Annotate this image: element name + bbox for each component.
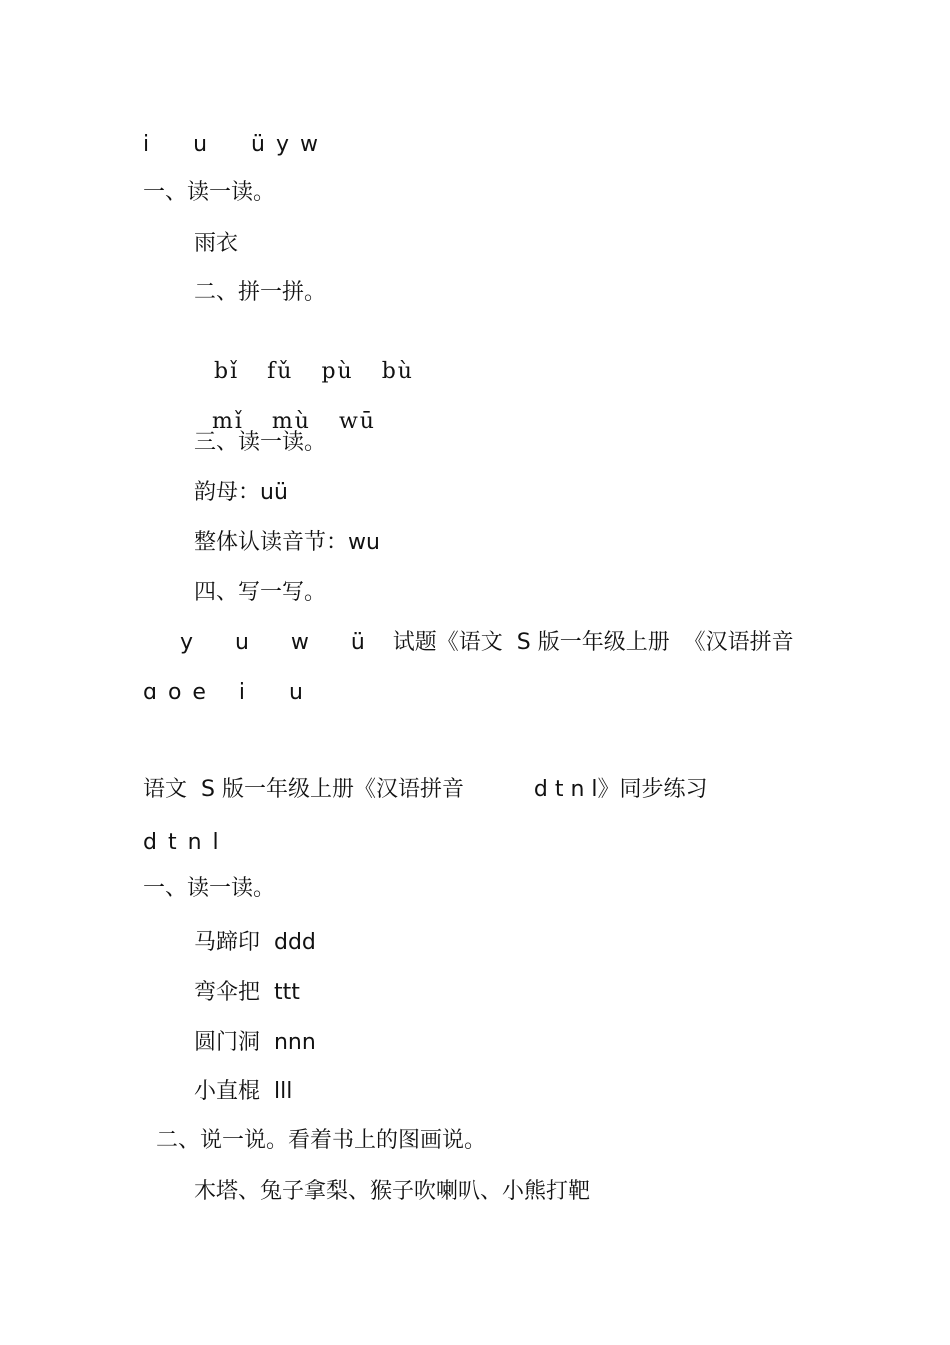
pinyin-syllable: bǐ xyxy=(214,359,240,384)
yunmu-line: 韵母：uü xyxy=(194,480,288,505)
doc2-section-title-read: 一、读一读。 xyxy=(143,876,276,901)
pinyin-syllable: mǐ xyxy=(212,409,244,434)
pinyin-syllable: wū xyxy=(338,409,376,434)
doc2-section-title-say: 二、说一说。看着书上的图画说。 xyxy=(156,1128,487,1153)
doc2-letters: d t n l xyxy=(143,830,219,855)
doc2-title: 语文 S 版一年级上册《汉语拼音 d t n l》同步练习 xyxy=(143,777,708,802)
pinyin-syllable: fǔ xyxy=(267,359,294,384)
pinyin-syllable: pù xyxy=(321,359,354,384)
pinyin-syllable: mù xyxy=(271,409,311,434)
doc2-say-content: 木塔、兔子拿梨、猴子吹喇叭、小熊打靶 xyxy=(194,1179,591,1204)
section-title-read: 一、读一读。 xyxy=(143,180,276,205)
section-title-spell: 二、拼一拼。 xyxy=(194,280,327,305)
section-title-write: 四、写一写。 xyxy=(194,580,327,605)
doc2-item: 马蹄印 ddd xyxy=(194,930,316,955)
doc2-item: 圆门洞 nnn xyxy=(194,1030,316,1055)
pinyin-row-1 xyxy=(196,330,442,386)
pinyin-syllable: bù xyxy=(381,359,414,384)
header-letters: i u ü y w xyxy=(143,132,318,157)
zhengti-line: 整体认读音节：wu xyxy=(194,530,380,555)
pinyin-row-2 xyxy=(194,380,404,436)
aoe-line: ɑ o e i u xyxy=(143,680,303,705)
doc2-item: 小直棍 lll xyxy=(194,1079,293,1104)
write-line: y u w ü 试题《语文 S 版一年级上册 《汉语拼音 xyxy=(180,630,794,655)
doc2-item: 弯伞把 ttt xyxy=(194,980,300,1005)
word-item: 雨衣 xyxy=(194,231,239,256)
section-title-read-2: 三、读一读。 xyxy=(194,430,327,455)
